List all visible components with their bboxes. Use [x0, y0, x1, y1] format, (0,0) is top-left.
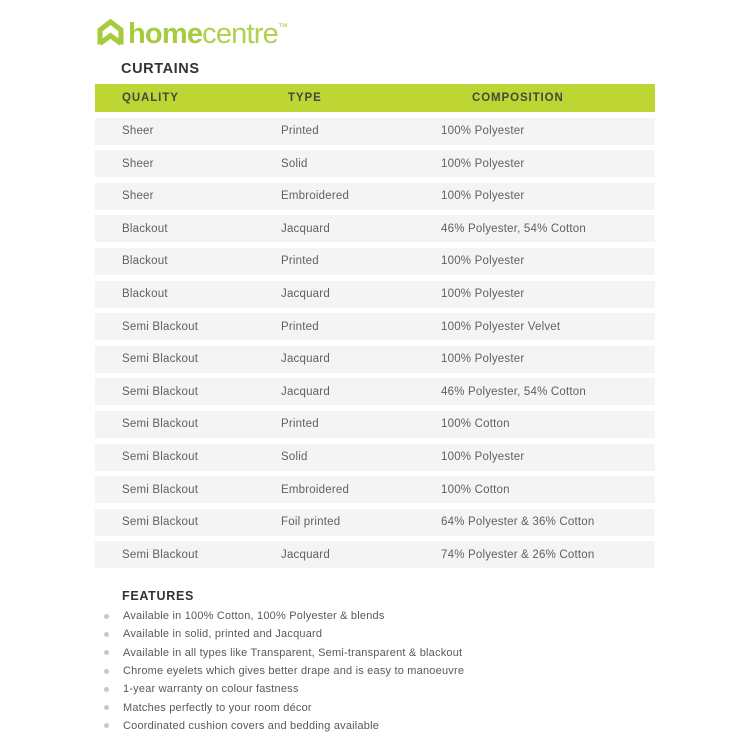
table-cell: Sheer [122, 157, 154, 170]
table-row [95, 248, 655, 275]
home-icon [97, 19, 124, 47]
bullet-icon [104, 650, 109, 655]
feature-item [95, 644, 695, 662]
curtains-spec-table [95, 84, 655, 574]
column-header-quality: QUALITY [122, 92, 179, 104]
column-header-composition: COMPOSITION [472, 92, 564, 104]
feature-text: Available in 100% Cotton, 100% Polyester & blends [123, 610, 385, 623]
table-row [95, 411, 655, 438]
table-cell: Sheer [122, 125, 154, 138]
logo-centre-text: centre [202, 18, 278, 50]
table-row [95, 313, 655, 340]
table-cell: 46% Polyester, 54% Cotton [441, 385, 586, 398]
feature-item [95, 717, 695, 735]
table-row [95, 346, 655, 373]
table-cell: 100% Polyester [441, 190, 525, 203]
table-cell: 64% Polyester & 36% Cotton [441, 516, 595, 529]
table-cell: 100% Cotton [441, 483, 510, 496]
table-cell: Solid [281, 157, 308, 170]
table-row [95, 541, 655, 568]
table-cell: Jacquard [281, 222, 330, 235]
table-row [95, 150, 655, 177]
table-body [95, 118, 655, 569]
feature-text: Available in solid, printed and Jacquard [123, 628, 323, 641]
feature-item [95, 607, 695, 625]
table-cell: Jacquard [281, 353, 330, 366]
table-cell: Printed [281, 125, 319, 138]
table-row [95, 118, 655, 145]
table-cell: 100% Polyester [441, 353, 525, 366]
table-cell: Semi Blackout [122, 548, 199, 561]
trademark-icon: ™ [277, 22, 288, 33]
bullet-icon [104, 614, 109, 619]
table-cell: Sheer [122, 190, 154, 203]
table-row [95, 444, 655, 471]
feature-text: Coordinated cushion covers and bedding available [123, 719, 380, 732]
bullet-icon [104, 687, 109, 692]
table-cell: 100% Polyester [441, 255, 525, 268]
homecentre-logo [97, 13, 288, 49]
table-cell: Semi Blackout [122, 483, 199, 496]
page-title: CURTAINS [121, 61, 200, 77]
table-cell: Embroidered [281, 483, 350, 496]
table-row [95, 509, 655, 536]
feature-text: Available in all types like Transparent, Semi-transparent & blackout [123, 646, 463, 659]
bullet-icon [104, 632, 109, 637]
table-cell: 74% Polyester & 26% Cotton [441, 548, 595, 561]
logo-home-text: home [128, 18, 203, 50]
table-cell: Printed [281, 320, 319, 333]
table-cell: Solid [281, 451, 308, 464]
bullet-icon [104, 723, 109, 728]
column-header-type: TYPE [288, 92, 322, 104]
table-cell: Jacquard [281, 548, 330, 561]
table-row [95, 215, 655, 242]
table-cell: Semi Blackout [122, 353, 199, 366]
table-cell: Jacquard [281, 288, 330, 301]
bullet-icon [104, 669, 109, 674]
logo-wordmark [128, 13, 288, 49]
table-row [95, 378, 655, 405]
table-cell: Printed [281, 255, 319, 268]
feature-item [95, 698, 695, 716]
table-cell: 100% Polyester Velvet [441, 320, 561, 333]
table-cell: 100% Polyester [441, 157, 525, 170]
feature-item [95, 662, 695, 680]
table-cell: Embroidered [281, 190, 350, 203]
table-cell: 100% Polyester [441, 288, 525, 301]
table-header-row [95, 84, 655, 112]
table-cell: Foil printed [281, 516, 341, 529]
table-cell: Semi Blackout [122, 451, 199, 464]
table-cell: Blackout [122, 288, 168, 301]
table-row [95, 476, 655, 503]
feature-text: 1-year warranty on colour fastness [123, 683, 299, 696]
table-cell: 46% Polyester, 54% Cotton [441, 222, 586, 235]
feature-item [95, 625, 695, 643]
feature-text: Chrome eyelets which gives better drape and is easy to manoeuvre [123, 665, 465, 678]
table-cell: Semi Blackout [122, 418, 199, 431]
feature-text: Matches perfectly to your room décor [123, 701, 312, 714]
bullet-icon [104, 705, 109, 710]
table-cell: Printed [281, 418, 319, 431]
features-list [95, 607, 695, 735]
table-cell: Semi Blackout [122, 385, 199, 398]
feature-item [95, 680, 695, 698]
table-cell: Blackout [122, 222, 168, 235]
table-cell: Semi Blackout [122, 320, 199, 333]
table-cell: Jacquard [281, 385, 330, 398]
table-cell: Semi Blackout [122, 516, 199, 529]
features-title: FEATURES [122, 589, 195, 603]
table-row [95, 183, 655, 210]
table-cell: Blackout [122, 255, 168, 268]
table-cell: 100% Cotton [441, 418, 510, 431]
table-row [95, 281, 655, 308]
table-cell: 100% Polyester [441, 125, 525, 138]
table-cell: 100% Polyester [441, 451, 525, 464]
